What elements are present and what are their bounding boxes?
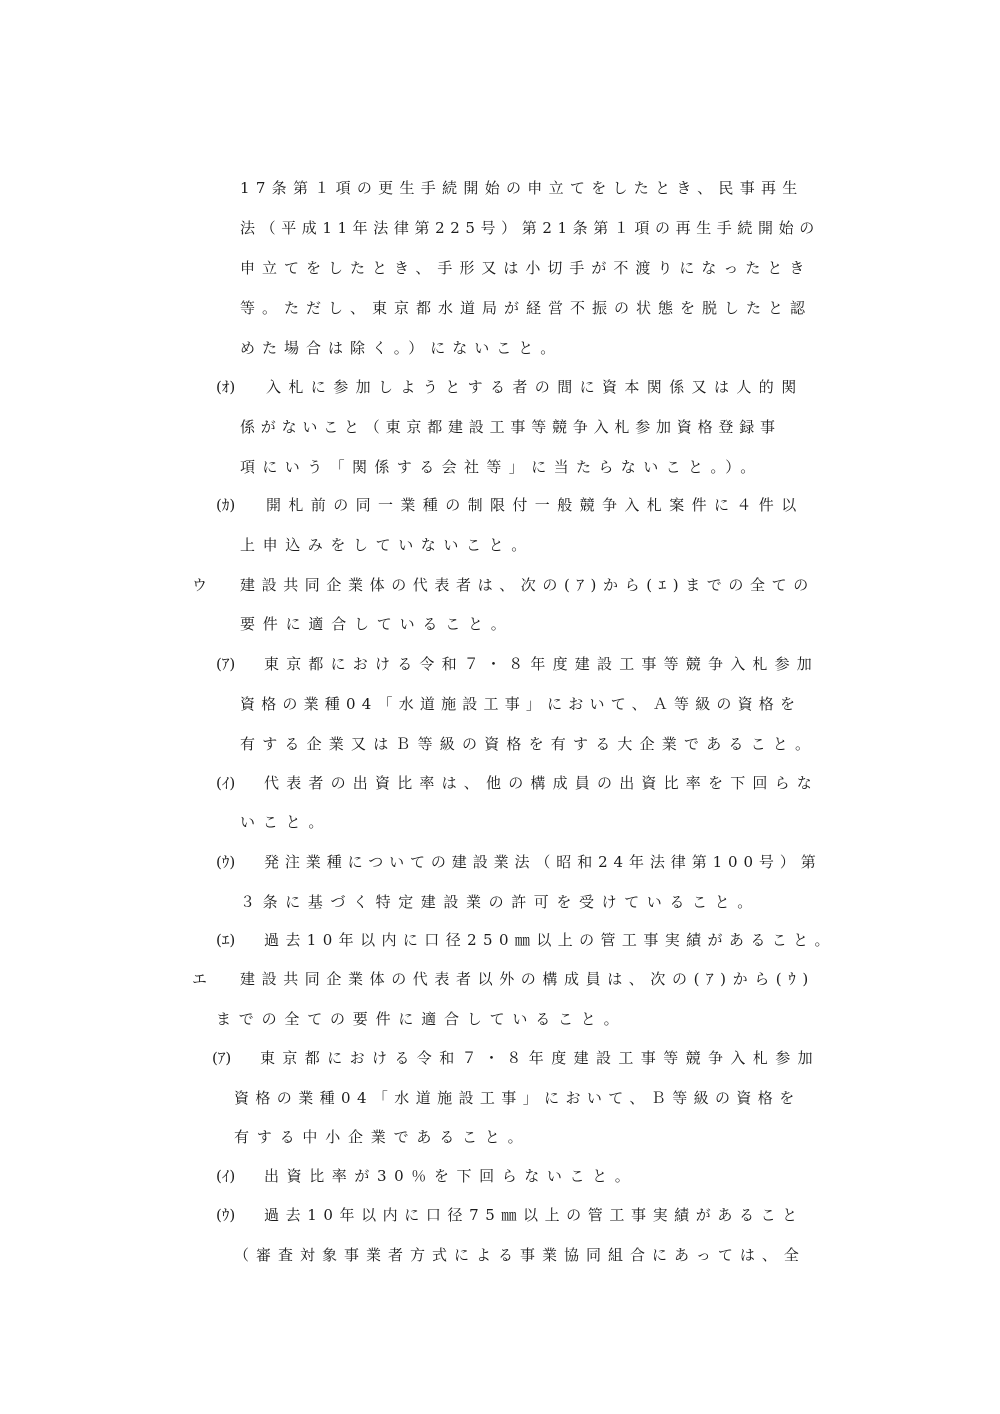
text-line: 入札に参加しようとする者の間に資本関係又は人的関 bbox=[266, 378, 804, 396]
text-line: めた場合は除く。）にないこと。 bbox=[240, 339, 563, 357]
text-line: 17条第１項の更生手続開始の申立てをしたとき、民事再生 bbox=[240, 179, 804, 197]
text-line: までの全ての要件に適合していること。 bbox=[216, 1010, 627, 1028]
text-line: 項にいう「関係する会社等」に当たらないこと。）。 bbox=[240, 458, 763, 476]
text-line: 資格の業種04「水道施設工事」において、Ｂ等級の資格を bbox=[234, 1089, 801, 1107]
text-line: 代表者の出資比率は、他の構成員の出資比率を下回らな bbox=[264, 774, 820, 792]
text-line: 過去10年以内に口径75㎜以上の管工事実績があること bbox=[264, 1206, 804, 1224]
item-u-mark: (ｳ) bbox=[216, 853, 236, 871]
text-line: 要件に適合していること。 bbox=[240, 615, 514, 633]
item-a-mark: (ｱ) bbox=[216, 655, 236, 673]
text-line: ３条に基づく特定建設業の許可を受けていること。 bbox=[240, 893, 760, 911]
text-line: 東京都における令和７・８年度建設工事等競争入札参加 bbox=[260, 1049, 821, 1067]
text-line: 資格の業種04「水道施設工事」において、Ａ等級の資格を bbox=[240, 695, 802, 713]
item-i-mark: (ｲ) bbox=[216, 1167, 236, 1185]
text-line: 開札前の同一業種の制限付一般競争入札案件に４件以 bbox=[266, 496, 804, 514]
item-u-mark: (ｳ) bbox=[216, 1206, 236, 1224]
text-line: 法（平成11年法律第225号）第21条第１項の再生手続開始の bbox=[240, 219, 820, 237]
section-e-mark: エ bbox=[192, 970, 208, 988]
item-a-mark: (ｱ) bbox=[212, 1049, 232, 1067]
text-line: 東京都における令和７・８年度建設工事等競争入札参加 bbox=[264, 655, 820, 673]
text-line: 上申込みをしていないこと。 bbox=[240, 536, 534, 554]
item-o-mark: (ｵ) bbox=[216, 378, 236, 396]
text-line: 有する企業又はＢ等級の資格を有する大企業であること。 bbox=[240, 735, 818, 753]
text-line: 発注業種についての建設業法（昭和24年法律第100号）第 bbox=[264, 853, 822, 871]
item-i-mark: (ｲ) bbox=[216, 774, 236, 792]
section-u-mark: ウ bbox=[192, 576, 208, 594]
text-line: 有する中小企業であること。 bbox=[234, 1128, 531, 1146]
text-line: 建設共同企業体の代表者以外の構成員は、次の(ｱ)から(ｳ) bbox=[240, 970, 815, 988]
text-line: 等。ただし、東京都水道局が経営不振の状態を脱したと認 bbox=[240, 299, 813, 317]
text-line: 出資比率が30％を下回らないこと。 bbox=[264, 1167, 638, 1185]
text-line: 申立てをしたとき、手形又は小切手が不渡りになったとき bbox=[240, 259, 812, 277]
text-line: いこと。 bbox=[240, 813, 332, 831]
text-line: 建設共同企業体の代表者は、次の(ｱ)から(ｴ)までの全ての bbox=[240, 576, 815, 594]
text-line: （審査対象事業者方式による事業協同組合にあっては、全 bbox=[234, 1246, 806, 1264]
text-line: 係がないこと（東京都建設工事等競争入札参加資格登録事 bbox=[240, 418, 781, 436]
text-line: 過去10年以内に口径250㎜以上の管工事実績があること。 bbox=[264, 931, 836, 949]
item-e-mark: (ｴ) bbox=[216, 931, 236, 949]
item-ka-mark: (ｶ) bbox=[216, 496, 236, 514]
